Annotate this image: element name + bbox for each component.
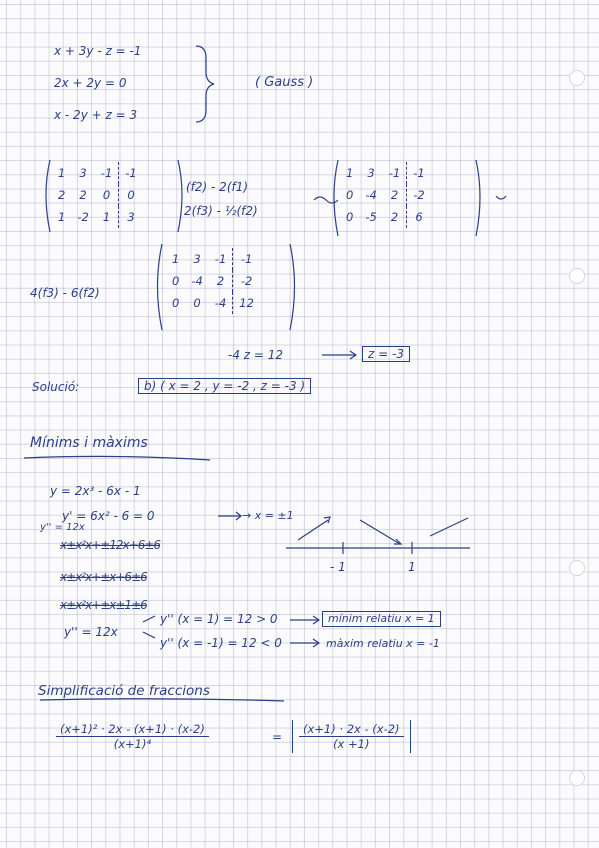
first-derivative: y' = 6x² - 6 = 0 — [62, 509, 155, 523]
fraction-right — [292, 720, 411, 753]
section-title-minims-maxims: Mínims i màxims — [30, 435, 148, 451]
matrix-cell: 1 — [172, 252, 180, 266]
matrix-cell: -1 — [407, 162, 431, 184]
sign-chart-label-pos: 1 — [408, 560, 416, 574]
solution-label: Solució: — [32, 380, 80, 394]
matrix-cell: -5 — [365, 210, 377, 224]
fraction-left-numerator: (x+1)² · 2x - (x+1) · (x-2) — [56, 722, 209, 737]
equation-2: 2x + 2y = 0 — [54, 76, 127, 90]
matrix-cell: -1 — [100, 166, 113, 180]
fraction-left-denominator: (x+1)⁴ — [113, 737, 152, 751]
min-result: mínim relatiu x = 1 — [322, 611, 441, 627]
matrix-cell: -4 — [191, 274, 203, 288]
matrix-cell: 6 — [407, 206, 431, 228]
matrix-row — [340, 206, 431, 228]
z-result: z = -3 — [362, 346, 410, 362]
row-op-f2: (f2) - 2(f1) — [186, 180, 249, 194]
matrix-row — [340, 184, 431, 206]
matrix-cell: 3 — [119, 206, 143, 228]
matrix-cell: 2 — [390, 210, 399, 224]
matrix-row — [52, 184, 143, 206]
max-result: màxim relatiu x = -1 — [326, 637, 440, 650]
matrix-cell: 2 — [216, 274, 225, 288]
matrix-cell: -4 — [365, 188, 377, 202]
row-op-f3: 2(f3) - ½(f2) — [184, 204, 258, 218]
equation-3: x - 2y + z = 3 — [54, 108, 138, 122]
matrix-cell: -2 — [407, 184, 431, 206]
z-equation: -4 z = 12 — [228, 348, 284, 362]
matrix-cell: -2 — [77, 210, 89, 224]
matrix-cell: -2 — [233, 270, 260, 292]
equals-sign: = — [272, 730, 283, 744]
sign-chart-label-neg: - 1 — [330, 560, 346, 574]
solution-box: b) ( x = 2 , y = -2 , z = -3 ) — [138, 378, 311, 394]
eval-at-plus-one: y'' (x = 1) = 12 > 0 — [160, 612, 278, 626]
matrix-row — [340, 162, 431, 184]
matrix-cell: 0 — [119, 184, 143, 206]
matrix-cell: 1 — [102, 210, 111, 224]
matrix-cell: 0 — [172, 274, 180, 288]
matrix-cell: 0 — [346, 210, 354, 224]
fraction-left — [56, 722, 209, 751]
crossed-out-work: x±x²x+±x±1±6 — [60, 598, 147, 612]
crossed-out-work: x±x²x+±12x+6±6 — [60, 538, 161, 552]
equation-1: x + 3y - z = -1 — [54, 44, 142, 58]
matrix-cell: 0 — [346, 188, 354, 202]
function-definition: y = 2x³ - 6x - 1 — [50, 484, 141, 498]
matrix-cell: -4 — [214, 296, 227, 310]
matrix-cell: 12 — [233, 292, 260, 314]
matrix-3 — [166, 248, 260, 314]
matrix-row — [166, 248, 260, 270]
matrix-cell: 1 — [58, 166, 66, 180]
second-derivative-small: y'' = 12x — [40, 522, 85, 533]
fraction-right-denominator: (x +1) — [333, 737, 370, 751]
fraction-right-numerator: (x+1) · 2x - (x-2) — [299, 722, 404, 737]
matrix-cell: 2 — [390, 188, 399, 202]
second-derivative: y'' = 12x — [64, 625, 118, 639]
crossed-out-work: x±x²x+±x+6±6 — [60, 570, 147, 584]
critical-points: → x = ±1 — [242, 509, 294, 522]
matrix-cell: 3 — [367, 166, 375, 180]
matrix-cell: 0 — [193, 296, 201, 310]
matrix-cell: -1 — [119, 162, 143, 184]
matrix-2 — [340, 162, 431, 228]
matrix-cell: 3 — [193, 252, 201, 266]
matrix-cell: 1 — [346, 166, 354, 180]
matrix-row — [52, 206, 143, 228]
matrix-1 — [52, 162, 143, 228]
matrix-row — [166, 292, 260, 314]
section-title-simplificacio: Simplificació de fraccions — [38, 683, 210, 699]
matrix-cell: -1 — [214, 252, 227, 266]
matrix-row — [166, 270, 260, 292]
matrix-cell: 1 — [58, 210, 66, 224]
matrix-cell: -1 — [233, 248, 260, 270]
matrix-cell: -1 — [388, 166, 401, 180]
matrix-row — [52, 162, 143, 184]
matrix-cell: 2 — [79, 188, 87, 202]
matrix-cell: 3 — [79, 166, 87, 180]
matrix-cell: 2 — [58, 188, 66, 202]
method-label: ( Gauss ) — [255, 75, 314, 90]
matrix-cell: 0 — [102, 188, 111, 202]
eval-at-minus-one: y'' (x = -1) = 12 < 0 — [160, 636, 282, 650]
matrix-cell: 0 — [172, 296, 180, 310]
row-op-f3-second: 4(f3) - 6(f2) — [30, 286, 100, 300]
